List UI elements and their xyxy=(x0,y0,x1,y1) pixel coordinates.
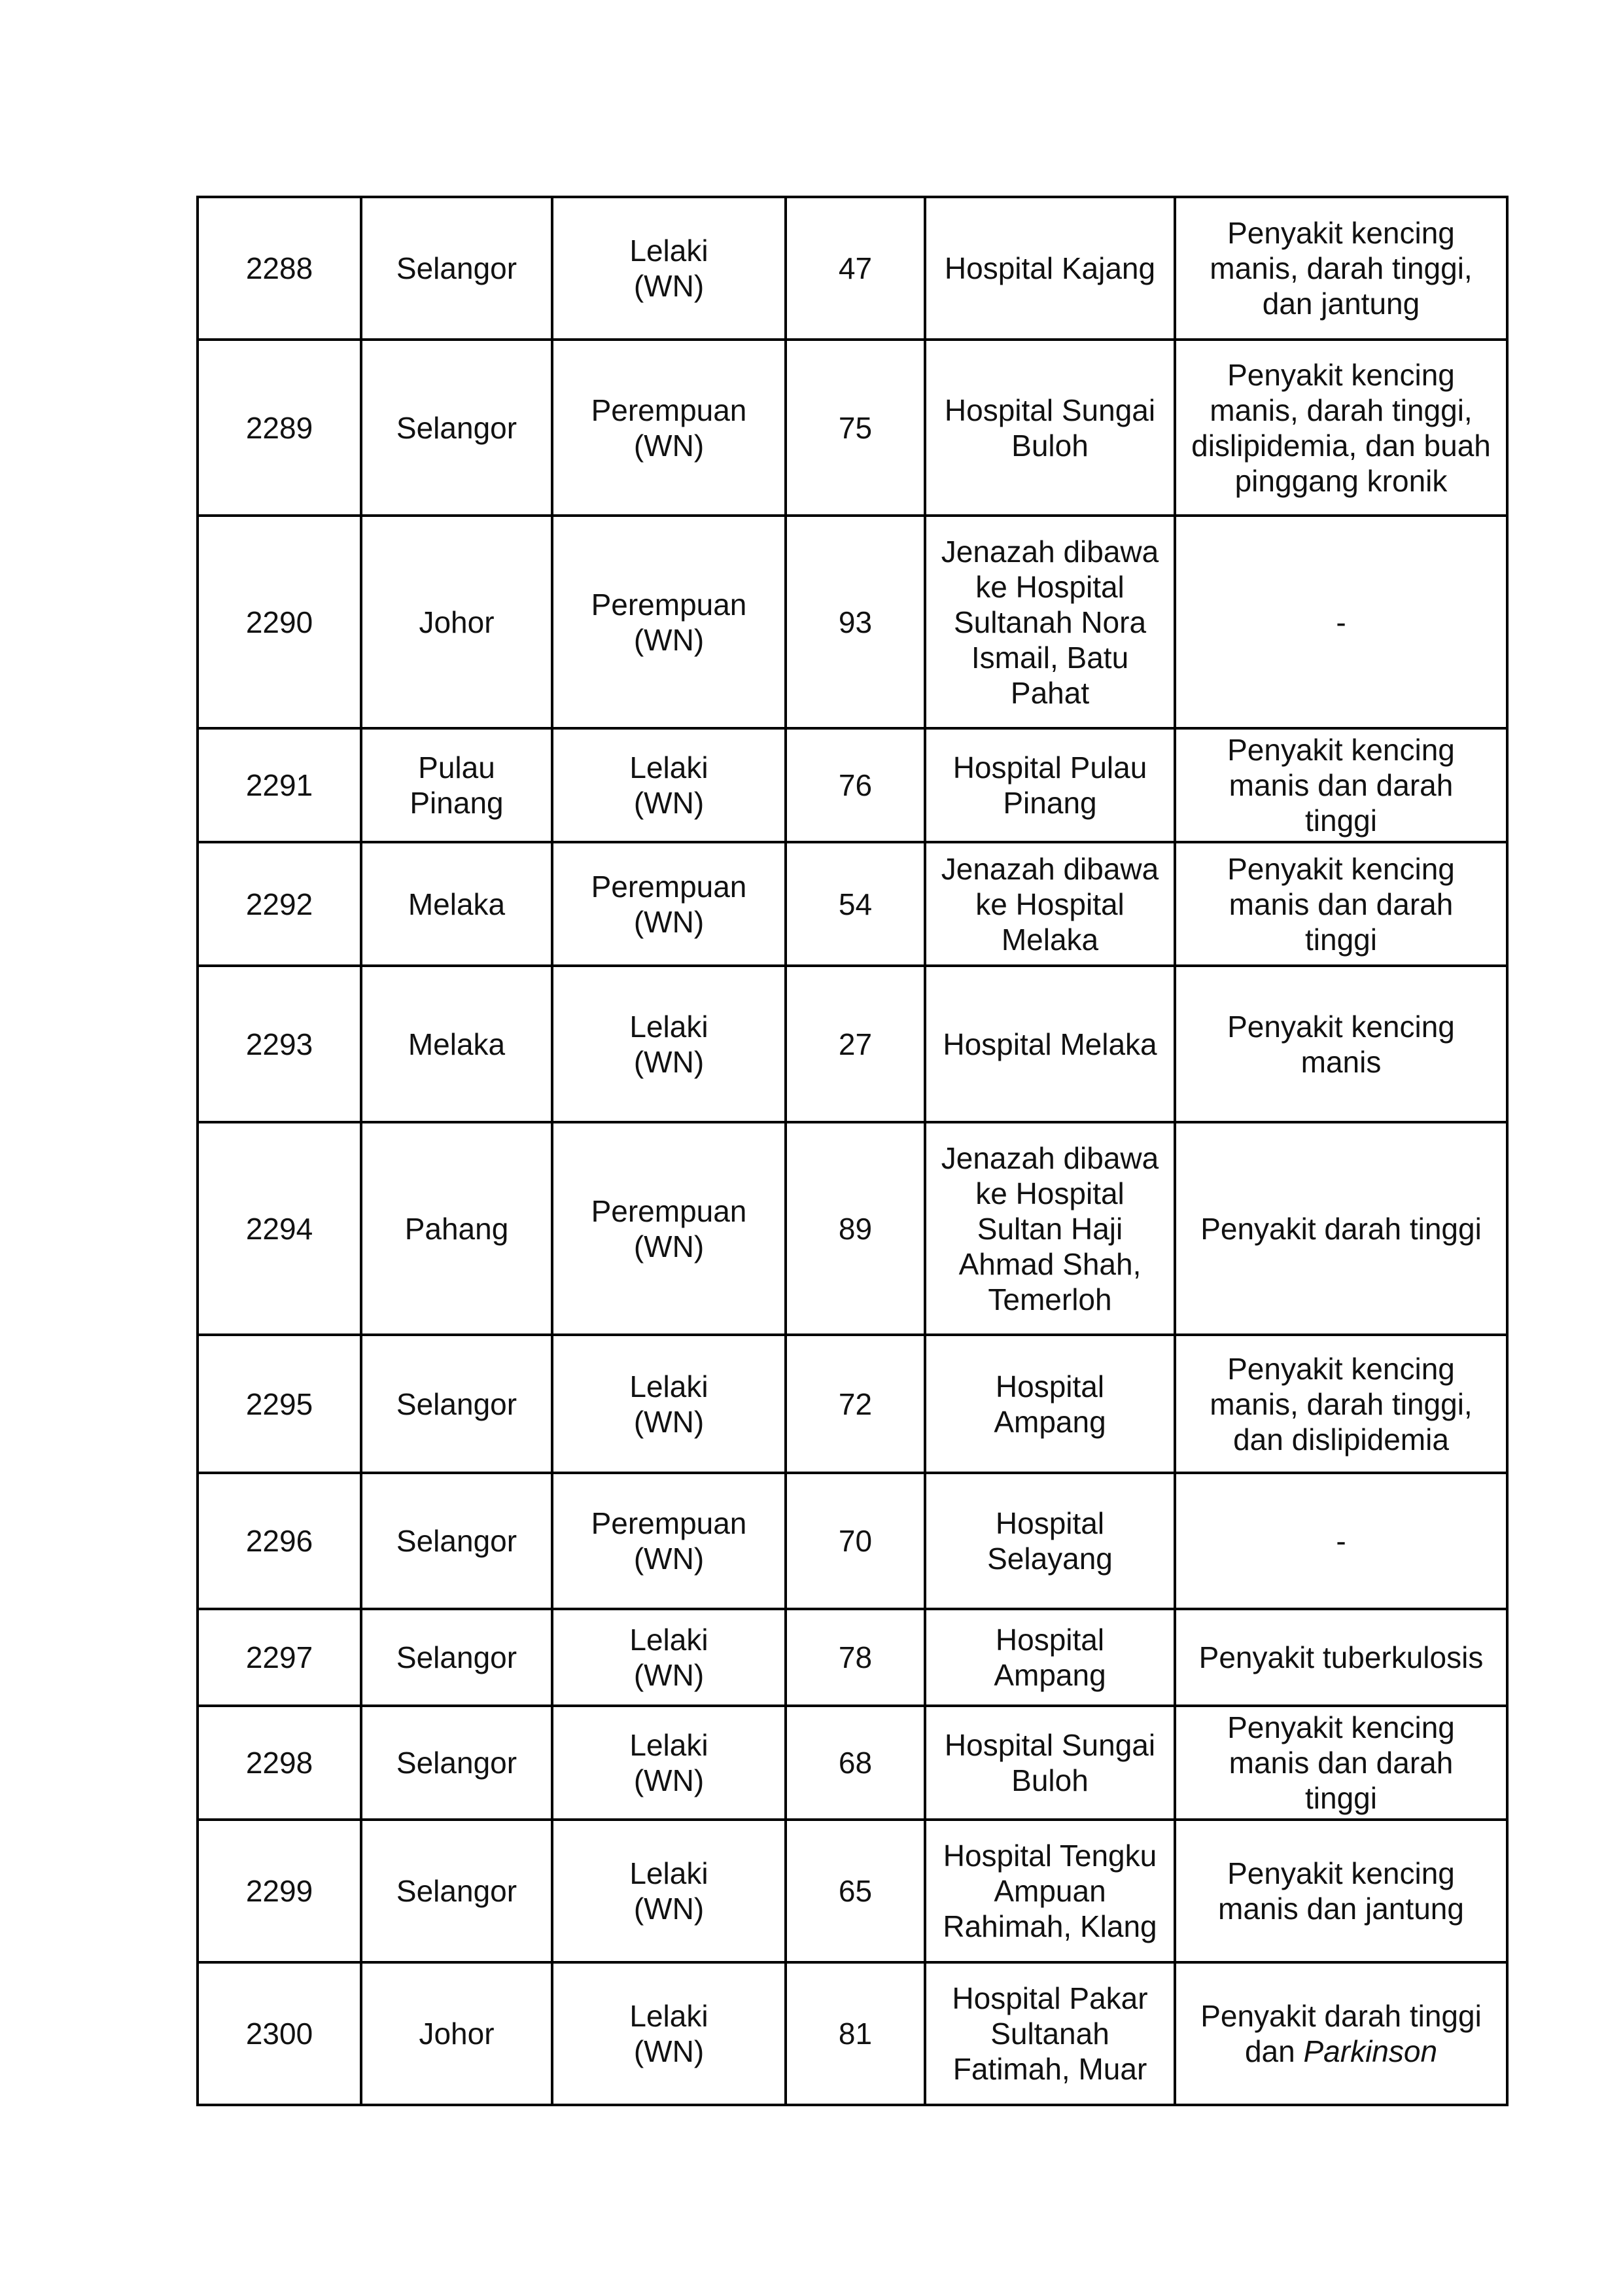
comorbidity-cell-text: Penyakit kencing manis xyxy=(1227,1009,1455,1079)
age-cell-text: 27 xyxy=(838,1027,873,1061)
case-number-cell-text: 2294 xyxy=(245,1211,313,1246)
table-row xyxy=(198,516,1507,728)
case-number-cell xyxy=(198,197,361,340)
sex-cell-text: Lelaki (WN) xyxy=(629,234,708,303)
hospital-cell-text: Hospital Ampang xyxy=(994,1623,1106,1692)
case-number-cell xyxy=(198,1473,361,1609)
hospital-cell-text: Hospital Pulau Pinang xyxy=(952,751,1147,820)
case-number-cell xyxy=(198,1122,361,1335)
comorbidity-cell-text: Penyakit kencing manis dan darah tinggi xyxy=(1227,851,1455,957)
age-cell xyxy=(786,728,925,842)
age-cell xyxy=(786,966,925,1122)
hospital-cell xyxy=(925,197,1175,340)
sex-cell xyxy=(552,1122,786,1335)
state-cell-text: Selangor xyxy=(396,1386,517,1421)
sex-cell-text: Perempuan (WN) xyxy=(591,869,747,939)
comorbidity-cell xyxy=(1175,1706,1507,1820)
state-cell-text: Selangor xyxy=(396,251,517,285)
comorbidity-cell xyxy=(1175,1820,1507,1962)
sex-cell xyxy=(552,1609,786,1706)
hospital-cell-text: Hospital Pakar Sultanah Fatimah, Muar xyxy=(952,1981,1148,2086)
age-cell xyxy=(786,197,925,340)
comorbidity-cell xyxy=(1175,842,1507,966)
sex-cell-text: Lelaki (WN) xyxy=(629,1009,708,1079)
table-row xyxy=(198,1706,1507,1820)
hospital-cell xyxy=(925,1335,1175,1473)
case-number-cell-text: 2297 xyxy=(245,1640,313,1674)
age-cell xyxy=(786,1335,925,1473)
hospital-cell-text: Hospital Melaka xyxy=(943,1027,1157,1061)
case-number-cell xyxy=(198,728,361,842)
table-row xyxy=(198,1335,1507,1473)
sex-cell-text: Lelaki (WN) xyxy=(629,751,708,820)
table-row xyxy=(198,842,1507,966)
comorbidity-cell xyxy=(1175,516,1507,728)
sex-cell xyxy=(552,842,786,966)
comorbidity-cell xyxy=(1175,1473,1507,1609)
age-cell xyxy=(786,516,925,728)
hospital-cell xyxy=(925,1473,1175,1609)
age-cell xyxy=(786,1820,925,1962)
case-number-cell-text: 2288 xyxy=(245,251,313,285)
comorbidity-cell-text: Penyakit darah tinggi dan xyxy=(1200,1999,1482,2068)
state-cell xyxy=(361,1609,552,1706)
sex-cell-text: Lelaki (WN) xyxy=(629,1369,708,1439)
case-number-cell-text: 2289 xyxy=(245,410,313,445)
sex-cell xyxy=(552,1962,786,2105)
sex-cell xyxy=(552,516,786,728)
sex-cell xyxy=(552,1473,786,1609)
case-number-cell xyxy=(198,1820,361,1962)
age-cell-text: 81 xyxy=(838,2017,873,2051)
case-number-cell-text: 2298 xyxy=(245,1746,313,1780)
hospital-cell-text: Hospital Sungai Buloh xyxy=(944,1728,1156,1797)
comorbidity-cell xyxy=(1175,966,1507,1122)
comorbidity-cell-text: Penyakit kencing manis dan jantung xyxy=(1218,1856,1464,1926)
age-cell xyxy=(786,1609,925,1706)
state-cell-text: Selangor xyxy=(396,1746,517,1780)
comorbidity-cell xyxy=(1175,1122,1507,1335)
state-cell-text: Melaka xyxy=(408,887,506,921)
state-cell xyxy=(361,728,552,842)
state-cell-text: Selangor xyxy=(396,410,517,445)
table-body xyxy=(198,197,1507,2105)
age-cell-text: 75 xyxy=(838,410,873,445)
age-cell-text: 47 xyxy=(838,251,873,285)
state-cell xyxy=(361,842,552,966)
table-row xyxy=(198,197,1507,340)
state-cell xyxy=(361,516,552,728)
age-cell-text: 68 xyxy=(838,1746,873,1780)
state-cell xyxy=(361,1706,552,1820)
age-cell-text: 70 xyxy=(838,1524,873,1558)
sex-cell xyxy=(552,966,786,1122)
comorbidity-cell xyxy=(1175,197,1507,340)
age-cell xyxy=(786,1473,925,1609)
sex-cell-text: Lelaki (WN) xyxy=(629,1999,708,2068)
case-number-cell-text: 2290 xyxy=(245,605,313,639)
case-number-cell-text: 2296 xyxy=(245,1524,313,1558)
state-cell-text: Pulau Pinang xyxy=(410,751,504,820)
case-number-cell xyxy=(198,1706,361,1820)
comorbidity-italic-text: Parkinson xyxy=(1303,2034,1438,2068)
comorbidity-cell-text: - xyxy=(1336,1524,1346,1558)
sex-cell xyxy=(552,340,786,516)
sex-cell xyxy=(552,728,786,842)
comorbidity-cell xyxy=(1175,340,1507,516)
hospital-cell xyxy=(925,1122,1175,1335)
case-number-cell xyxy=(198,1609,361,1706)
case-number-cell-text: 2300 xyxy=(245,2017,313,2051)
sex-cell-text: Perempuan (WN) xyxy=(591,393,747,463)
sex-cell-text: Perempuan (WN) xyxy=(591,587,747,657)
age-cell-text: 76 xyxy=(838,768,873,802)
age-cell-text: 72 xyxy=(838,1386,873,1421)
table-row xyxy=(198,1962,1507,2105)
state-cell-text: Johor xyxy=(419,2017,495,2051)
hospital-cell xyxy=(925,1609,1175,1706)
state-cell-text: Selangor xyxy=(396,1524,517,1558)
comorbidity-cell xyxy=(1175,1609,1507,1706)
case-number-cell-text: 2299 xyxy=(245,1874,313,1908)
case-number-cell-text: 2292 xyxy=(245,887,313,921)
sex-cell-text: Lelaki (WN) xyxy=(629,1728,708,1797)
age-cell-text: 65 xyxy=(838,1874,873,1908)
state-cell-text: Johor xyxy=(419,605,495,639)
sex-cell xyxy=(552,1335,786,1473)
case-number-cell-text: 2293 xyxy=(245,1027,313,1061)
hospital-cell-text: Hospital Selayang xyxy=(987,1506,1113,1576)
hospital-cell xyxy=(925,1820,1175,1962)
age-cell xyxy=(786,340,925,516)
hospital-cell-text: Jenazah dibawa ke Hospital Sultan Haji Ahmad Shah, Temerloh xyxy=(941,1140,1159,1316)
age-cell xyxy=(786,842,925,966)
age-cell-text: 54 xyxy=(838,887,873,921)
sex-cell xyxy=(552,197,786,340)
state-cell xyxy=(361,340,552,516)
state-cell xyxy=(361,1335,552,1473)
sex-cell xyxy=(552,1820,786,1962)
comorbidity-cell-text: Penyakit darah tinggi xyxy=(1200,1211,1482,1246)
death-cases-table xyxy=(196,196,1509,2106)
sex-cell-text: Perempuan (WN) xyxy=(591,1506,747,1576)
state-cell-text: Selangor xyxy=(396,1640,517,1674)
age-cell xyxy=(786,1122,925,1335)
case-number-cell xyxy=(198,516,361,728)
comorbidity-cell-text: Penyakit kencing manis, darah tinggi, dan jantung xyxy=(1210,216,1473,321)
hospital-cell xyxy=(925,728,1175,842)
hospital-cell-text: Hospital Tengku Ampuan Rahimah, Klang xyxy=(943,1839,1157,1943)
comorbidity-cell-text: - xyxy=(1336,605,1346,639)
hospital-cell xyxy=(925,1706,1175,1820)
table-row xyxy=(198,966,1507,1122)
age-cell xyxy=(786,1962,925,2105)
table-row xyxy=(198,1473,1507,1609)
hospital-cell-text: Hospital Ampang xyxy=(994,1369,1106,1439)
hospital-cell xyxy=(925,966,1175,1122)
state-cell-text: Melaka xyxy=(408,1027,506,1061)
comorbidity-cell xyxy=(1175,1335,1507,1473)
case-number-cell-text: 2291 xyxy=(245,768,313,802)
hospital-cell xyxy=(925,340,1175,516)
comorbidity-cell xyxy=(1175,1962,1507,2105)
sex-cell-text: Lelaki (WN) xyxy=(629,1623,708,1692)
hospital-cell xyxy=(925,1962,1175,2105)
state-cell-text: Pahang xyxy=(404,1211,509,1246)
table-row xyxy=(198,340,1507,516)
hospital-cell xyxy=(925,842,1175,966)
case-number-cell-text: 2295 xyxy=(245,1386,313,1421)
case-number-cell xyxy=(198,340,361,516)
state-cell xyxy=(361,966,552,1122)
comorbidity-cell xyxy=(1175,728,1507,842)
table-row xyxy=(198,1609,1507,1706)
comorbidity-cell-text: Penyakit kencing manis, darah tinggi, dan dislipidemia xyxy=(1210,1351,1473,1457)
case-number-cell xyxy=(198,1335,361,1473)
age-cell-text: 89 xyxy=(838,1211,873,1246)
table-row xyxy=(198,728,1507,842)
age-cell xyxy=(786,1706,925,1820)
state-cell xyxy=(361,197,552,340)
comorbidity-cell-text: Penyakit kencing manis, darah tinggi, dislipidemia, dan buah pinggang kronik xyxy=(1191,357,1491,498)
table-row xyxy=(198,1820,1507,1962)
state-cell-text: Selangor xyxy=(396,1874,517,1908)
age-cell-text: 93 xyxy=(838,605,873,639)
case-number-cell xyxy=(198,966,361,1122)
state-cell xyxy=(361,1473,552,1609)
hospital-cell-text: Hospital Sungai Buloh xyxy=(944,393,1156,463)
hospital-cell-text: Hospital Kajang xyxy=(944,251,1156,285)
state-cell xyxy=(361,1122,552,1335)
hospital-cell xyxy=(925,516,1175,728)
age-cell-text: 78 xyxy=(838,1640,873,1674)
hospital-cell-text: Jenazah dibawa ke Hospital Melaka xyxy=(941,851,1159,957)
sex-cell-text: Perempuan (WN) xyxy=(591,1193,747,1263)
case-number-cell xyxy=(198,1962,361,2105)
comorbidity-cell-text: Penyakit tuberkulosis xyxy=(1198,1640,1484,1674)
sex-cell xyxy=(552,1706,786,1820)
case-number-cell xyxy=(198,842,361,966)
sex-cell-text: Lelaki (WN) xyxy=(629,1856,708,1926)
comorbidity-cell-text: Penyakit kencing manis dan darah tinggi xyxy=(1227,733,1455,838)
state-cell xyxy=(361,1962,552,2105)
comorbidity-cell-text: Penyakit kencing manis dan darah tinggi xyxy=(1227,1710,1455,1815)
hospital-cell-text: Jenazah dibawa ke Hospital Sultanah Nora Ismail, Batu Pahat xyxy=(941,534,1159,710)
state-cell xyxy=(361,1820,552,1962)
table-row xyxy=(198,1122,1507,1335)
